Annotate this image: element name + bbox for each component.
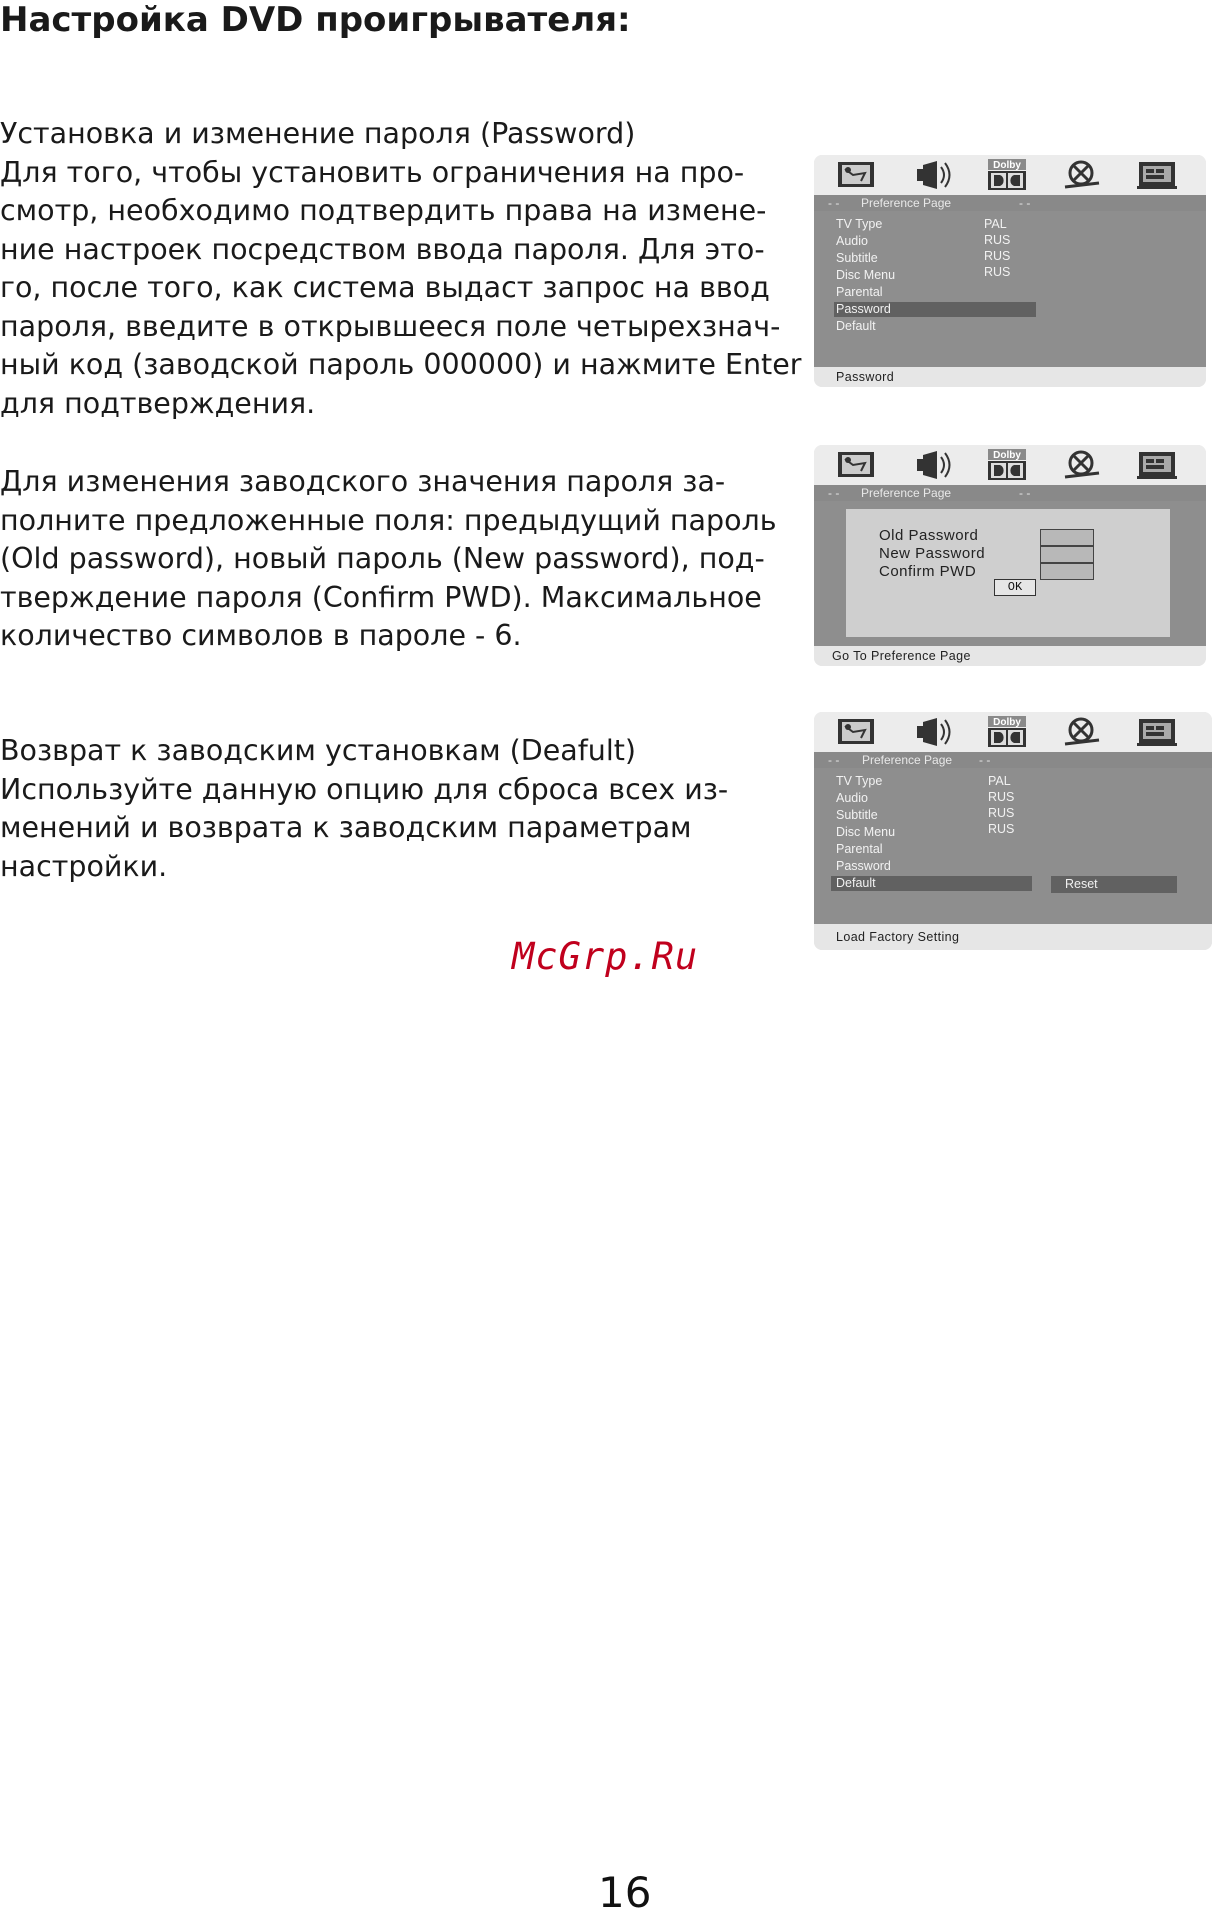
page-number: 16 xyxy=(598,1868,652,1917)
speaker-icon xyxy=(911,159,953,191)
speaker-icon xyxy=(911,449,953,481)
speaker-icon xyxy=(911,716,953,748)
text-line: для подтверждения. xyxy=(0,386,316,420)
osd-password-menu xyxy=(814,155,1206,387)
menu-item-audio[interactable]: Audio xyxy=(836,791,868,805)
page-label: Preference Page xyxy=(861,196,952,210)
osd-menu-body xyxy=(814,211,1206,367)
menu-item-password[interactable]: Password xyxy=(836,859,891,873)
text-line: Для изменения заводского значения пароля за- xyxy=(0,465,726,498)
text-line: настройки. xyxy=(0,849,168,883)
value-audio: RUS xyxy=(988,790,1015,804)
watermark-text: McGrp.Ru xyxy=(512,935,699,978)
video-setup-icon xyxy=(1061,159,1103,191)
text-line: тверждение пароля (Confirm PWD). Максимальное xyxy=(0,580,762,614)
osd-default-menu xyxy=(814,712,1212,950)
reset-option[interactable]: Reset xyxy=(1051,876,1177,893)
text-line: смотр, необходимо подтвердить права на измене- xyxy=(0,194,767,227)
video-setup-icon xyxy=(1061,449,1103,481)
value-disc-menu: RUS xyxy=(988,822,1015,836)
preference-icon xyxy=(1136,716,1178,748)
ok-button[interactable]: OK xyxy=(994,579,1036,596)
menu-item-password-selected[interactable]: Password xyxy=(834,302,1036,317)
value-disc-menu: RUS xyxy=(984,265,1011,279)
osd-footer: Go To Preference Page xyxy=(814,646,1206,666)
text-line: го, после того, как система выдаст запрос на ввод xyxy=(0,271,770,304)
osd-dialog-body xyxy=(814,501,1206,646)
value-audio: RUS xyxy=(984,233,1011,247)
text-line: пароля, введите в открывшееся поле четырехзнач- xyxy=(0,309,781,343)
system-setup-icon xyxy=(836,449,878,481)
menu-item-tv-type[interactable]: TV Type xyxy=(836,774,883,788)
text-line: (Old password), новый пароль (New password), под- xyxy=(0,542,765,575)
dash-left: - - xyxy=(828,486,840,500)
menu-item-default[interactable]: Default xyxy=(836,319,876,333)
dolby-icon xyxy=(986,159,1028,191)
osd-icon-bar xyxy=(814,155,1206,195)
menu-item-subtitle[interactable]: Subtitle xyxy=(836,251,878,265)
system-setup-icon xyxy=(836,716,878,748)
dash-left: - - xyxy=(828,753,840,767)
osd-password-dialog xyxy=(814,445,1206,666)
old-password-label: Old Password xyxy=(879,527,979,544)
confirm-pwd-field[interactable] xyxy=(1040,563,1094,580)
dash-right: - - xyxy=(979,753,991,767)
dolby-label: Dolby xyxy=(993,450,1021,461)
value-subtitle: RUS xyxy=(988,806,1015,820)
dolby-icon xyxy=(986,449,1028,481)
menu-item-tv-type[interactable]: TV Type xyxy=(836,217,883,231)
new-password-label: New Password xyxy=(879,545,986,562)
osd-footer: Password xyxy=(814,367,1206,387)
password-section-text xyxy=(0,115,802,423)
password-panel xyxy=(846,509,1170,637)
text-line: ние настроек посредством ввода пароля. Для это- xyxy=(0,232,765,266)
page-label: Preference Page xyxy=(861,486,952,500)
dash-right: - - xyxy=(1019,486,1031,500)
dash-right: - - xyxy=(1019,196,1031,210)
text-line: количество символов в пароле - 6. xyxy=(0,619,522,652)
menu-item-disc-menu[interactable]: Disc Menu xyxy=(836,268,896,282)
preference-icon xyxy=(1136,159,1178,191)
text-line: Для того, чтобы установить ограничения на про- xyxy=(0,155,745,189)
video-setup-icon xyxy=(1061,716,1103,748)
text-line: менений и возврата к заводским параметрам xyxy=(0,811,692,844)
text-line: ный код (заводской пароль 000000) и нажмите Enter xyxy=(0,348,802,381)
menu-item-subtitle[interactable]: Subtitle xyxy=(836,808,878,822)
change-password-text xyxy=(0,463,777,656)
dolby-icon xyxy=(986,716,1028,748)
text-line: полните предложенные поля: предыдущий пароль xyxy=(0,503,777,537)
old-password-field[interactable] xyxy=(1040,529,1094,546)
value-tv-type: PAL xyxy=(984,217,1007,231)
osd-menu-body xyxy=(814,768,1212,924)
osd-subtitle-bar xyxy=(814,752,1212,768)
preference-icon xyxy=(1136,449,1178,481)
new-password-field[interactable] xyxy=(1040,546,1094,563)
default-section-text xyxy=(0,732,740,886)
menu-item-audio[interactable]: Audio xyxy=(836,234,868,248)
menu-item-default-selected[interactable]: Default xyxy=(831,876,1032,891)
menu-item-parental[interactable]: Parental xyxy=(836,842,883,856)
password-section-heading: Установка и изменение пароля (Password) xyxy=(0,117,636,150)
menu-item-parental[interactable]: Parental xyxy=(836,285,883,299)
dolby-label: Dolby xyxy=(993,717,1021,728)
text-line: Используйте данную опцию для сброса всех из- xyxy=(0,772,729,806)
dolby-label: Dolby xyxy=(993,160,1021,171)
page-label: Preference Page xyxy=(862,753,953,767)
value-subtitle: RUS xyxy=(984,249,1011,263)
dash-left: - - xyxy=(828,196,840,210)
osd-icon-bar xyxy=(814,712,1212,752)
default-section-heading: Возврат к заводским установкам (Deafult) xyxy=(0,734,637,767)
confirm-pwd-label: Confirm PWD xyxy=(879,563,977,580)
system-setup-icon xyxy=(836,159,878,191)
osd-icon-bar xyxy=(814,445,1206,485)
menu-item-disc-menu[interactable]: Disc Menu xyxy=(836,825,896,839)
value-tv-type: PAL xyxy=(988,774,1011,788)
osd-subtitle-bar xyxy=(814,195,1206,211)
osd-subtitle-bar xyxy=(814,485,1206,501)
osd-footer: Load Factory Setting xyxy=(814,924,1212,950)
page-title: Настройка DVD проигрывателя: xyxy=(0,0,631,40)
